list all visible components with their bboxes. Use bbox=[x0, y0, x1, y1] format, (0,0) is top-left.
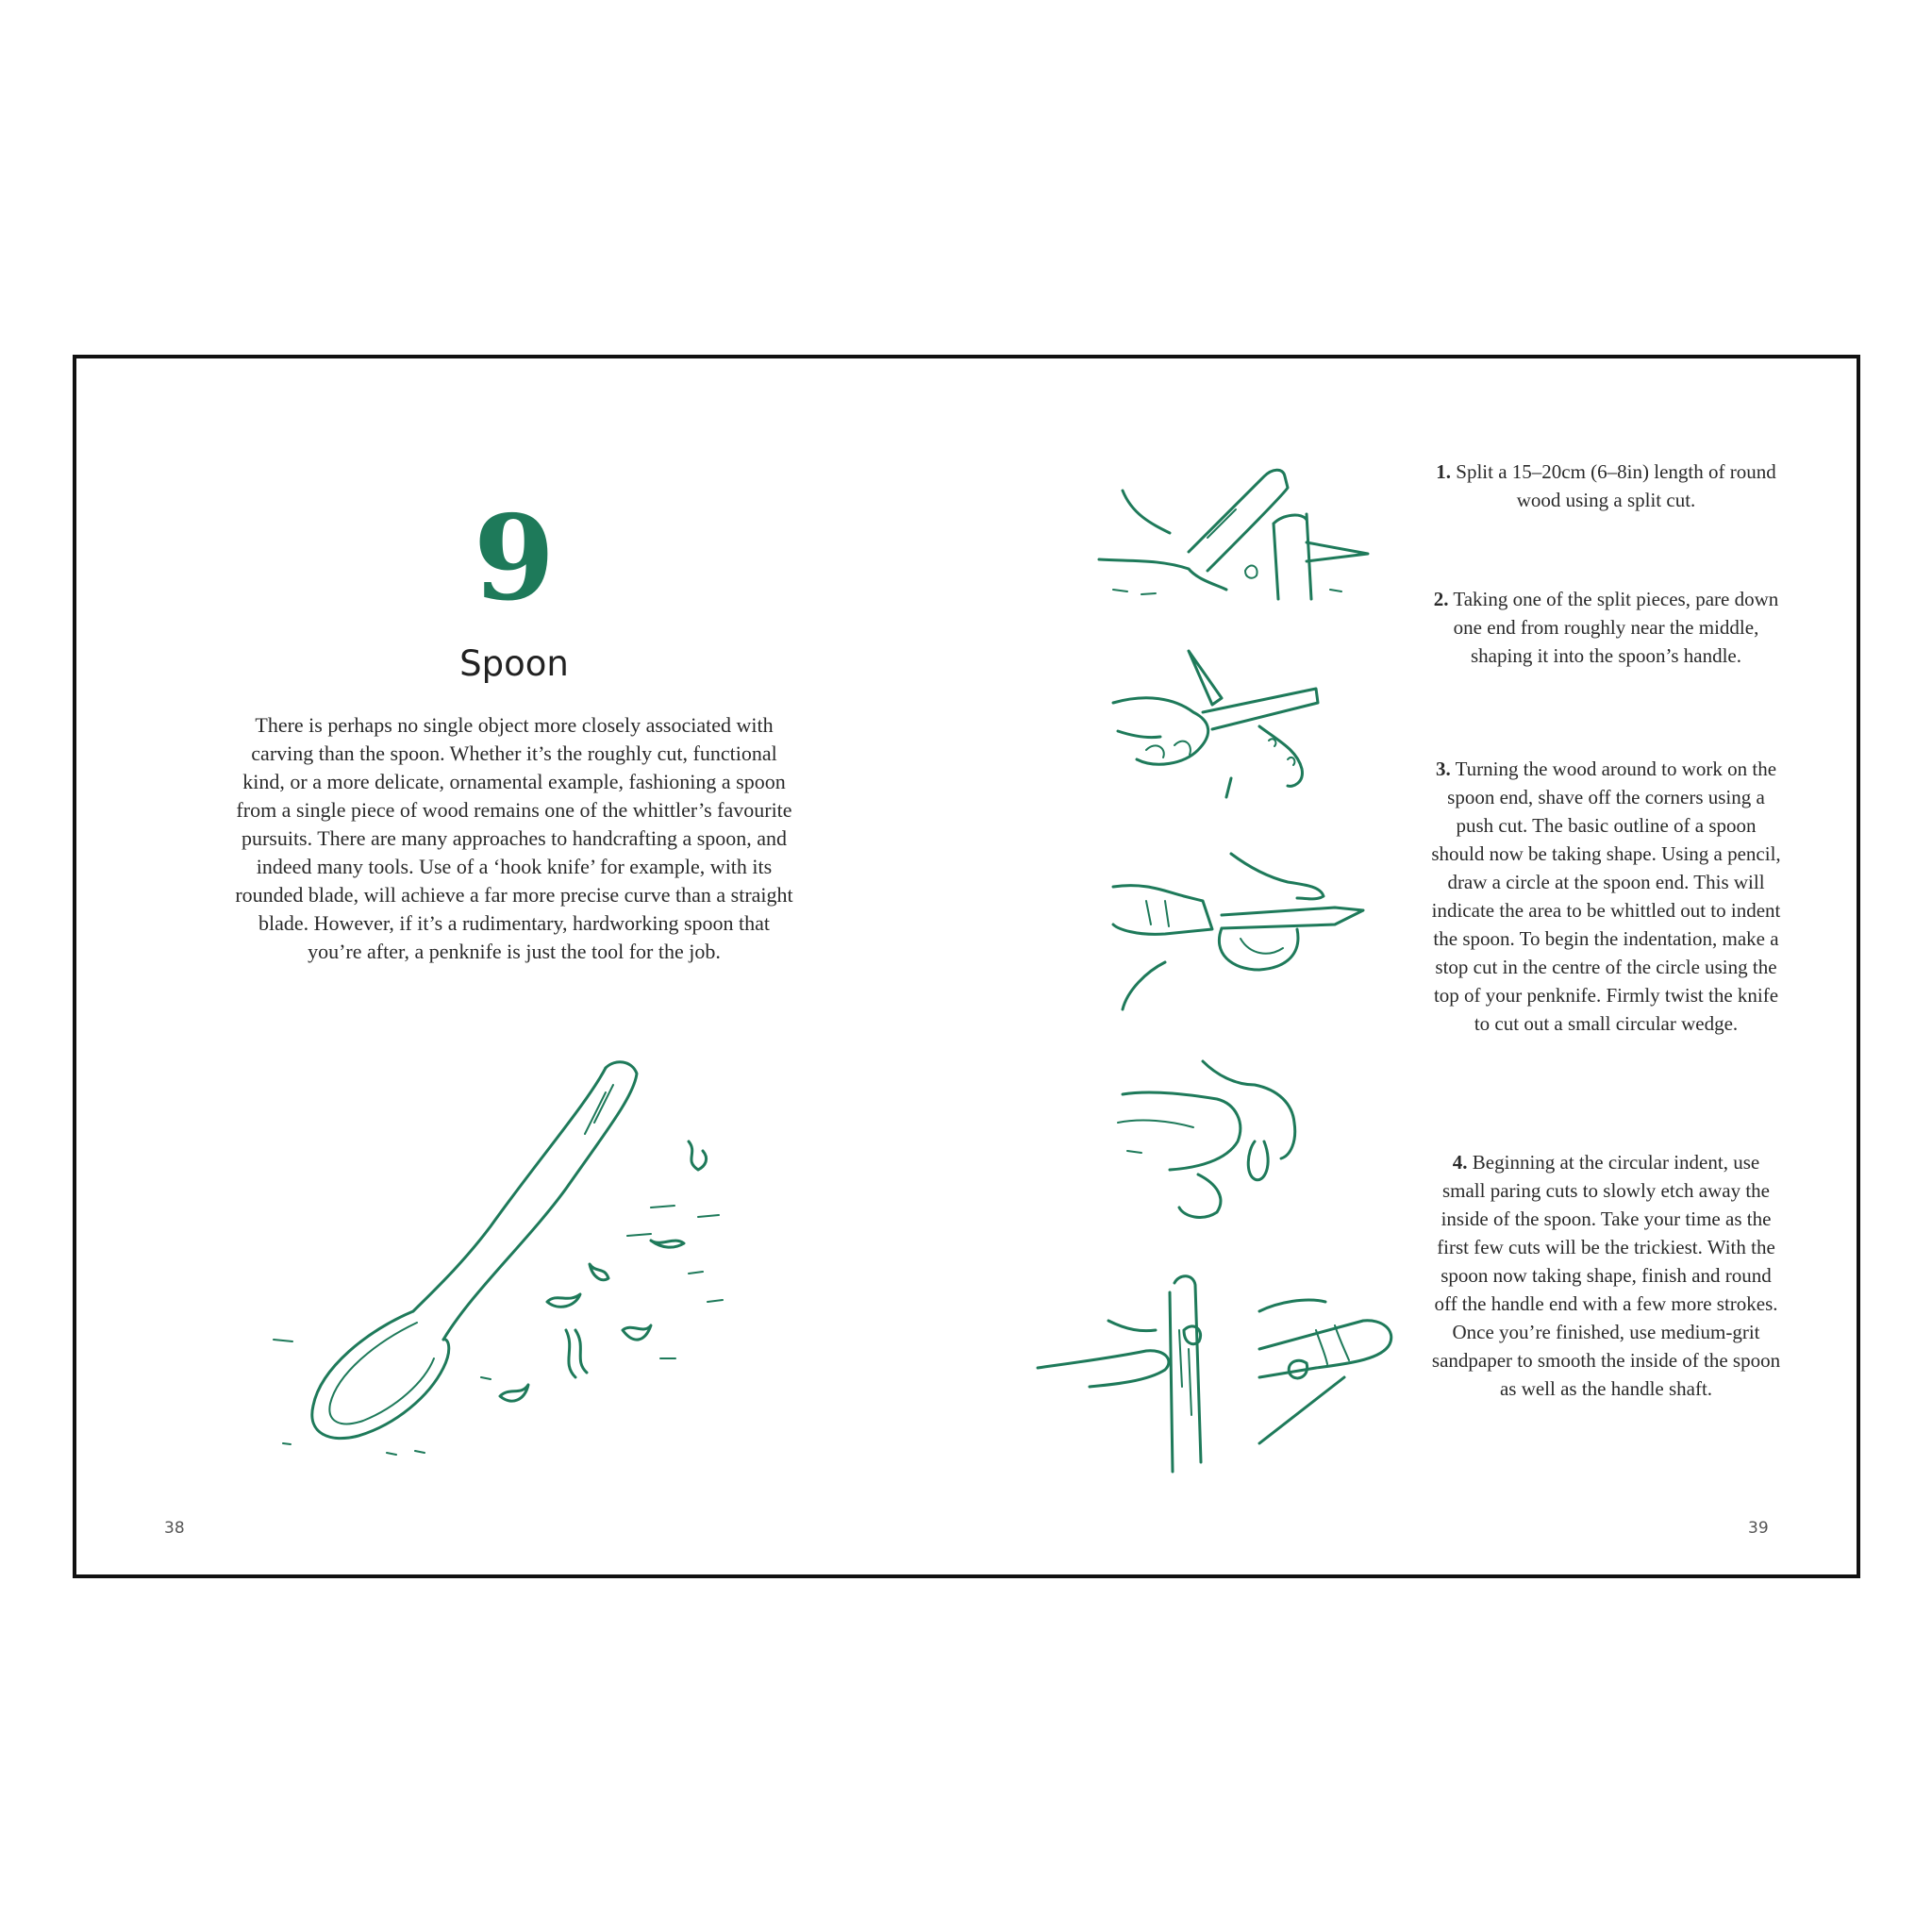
step-3-number: 3. bbox=[1435, 758, 1451, 780]
step-2-number: 2. bbox=[1433, 588, 1449, 610]
step2-illustration bbox=[1108, 646, 1354, 807]
chapter-number: 9 bbox=[473, 491, 556, 627]
page-number-left: 38 bbox=[164, 1519, 185, 1538]
step-3-text: Turning the wood around to work on the spoon end, shave off the corners using a push cut. The basic outline of a spoon should now be taking shape. Using a pencil, draw a circle at the spoon end. This will indicate the area to be whittled out to indent the spoon. To begin the indentation, make a stop cut in the centre of the circle using the top of your penknife. Firmly twist the knife to cut out a small circular wedge. bbox=[1431, 758, 1781, 1035]
intro-paragraph: There is perhaps no single object more closely associated with carving than the spoon. Whether it’s the roughly cut, functional kind, or a more delicate, ornamental example, fashioning a spoon from a single piece of wood remains one of the whittler’s favourite pursuits. There are many approaches to handcrafting a spoon, and indeed many tools. Use of a ‘hook knife’ for example, with its rounded blade, will achieve a far more precise curve than a straight blade. However, if it’s a rudimentary, hardworking spoon that you’re after, a penknife is just the tool for the job. bbox=[235, 713, 793, 963]
chapter-title: Spoon bbox=[459, 643, 569, 684]
step-4 bbox=[1429, 1148, 1783, 1403]
step-1-number: 1. bbox=[1436, 460, 1452, 483]
step-2-text: Taking one of the split pieces, pare down one end from roughly near the middle, shaping it into the spoon’s handle. bbox=[1453, 588, 1779, 667]
step-4-text: Beginning at the circular indent, use small paring cuts to slowly etch away the inside of the spoon. Take your time as the first few cuts will be the trickiest. With the spoon now taking shape, finish and round off the handle end with a few more strokes. Once you’re finished, use medium-grit sandpaper to smooth the inside of the spoon as well as the handle shaft. bbox=[1431, 1151, 1781, 1400]
step-3 bbox=[1429, 755, 1783, 1038]
step5-illustration bbox=[1033, 1274, 1410, 1481]
page-number-right: 39 bbox=[1748, 1519, 1769, 1538]
spoon-illustration bbox=[255, 1047, 783, 1472]
step-1 bbox=[1429, 458, 1783, 514]
step1-illustration bbox=[1094, 448, 1377, 608]
step-4-number: 4. bbox=[1452, 1151, 1468, 1174]
step-1-text: Split a 15–20cm (6–8in) length of round wood using a split cut. bbox=[1456, 460, 1776, 511]
step3-illustration bbox=[1108, 849, 1373, 1014]
step-2 bbox=[1429, 585, 1783, 670]
step4-illustration bbox=[1113, 1057, 1330, 1226]
